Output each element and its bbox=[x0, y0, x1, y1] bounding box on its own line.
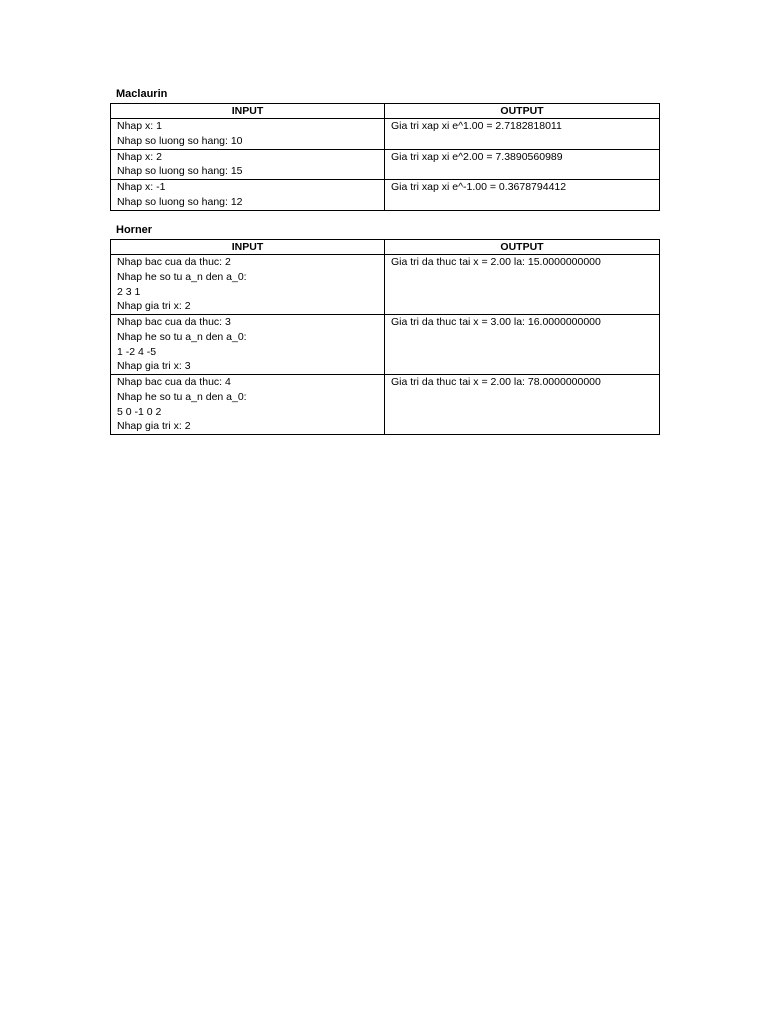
table-row bbox=[111, 315, 660, 375]
output-line: Gia tri da thuc tai x = 3.00 la: 16.0000000000 bbox=[391, 316, 601, 328]
output-cell bbox=[385, 255, 660, 315]
table-row bbox=[111, 149, 660, 180]
input-line: Nhap so luong so hang: 12 bbox=[117, 195, 243, 208]
input-line: Nhap he so tu a_n den a_0: bbox=[117, 330, 247, 343]
input-line: Nhap gia tri x: 2 bbox=[117, 300, 191, 313]
input-line: Nhap x: 1 bbox=[117, 120, 162, 132]
table-row bbox=[111, 119, 660, 150]
input-line: Nhap gia tri x: 3 bbox=[117, 360, 191, 373]
output-header: OUTPUT bbox=[385, 104, 660, 119]
output-cell bbox=[385, 375, 660, 435]
input-cell bbox=[111, 375, 385, 435]
table-header-row bbox=[111, 240, 660, 255]
maclaurin-title: Maclaurin bbox=[116, 88, 168, 100]
input-line: Nhap he so tu a_n den a_0: bbox=[117, 390, 247, 403]
output-cell bbox=[385, 149, 660, 180]
input-line: Nhap so luong so hang: 10 bbox=[117, 134, 243, 147]
table-row bbox=[111, 375, 660, 435]
input-line: Nhap bac cua da thuc: 4 bbox=[117, 376, 231, 388]
input-line: Nhap x: 2 bbox=[117, 150, 162, 163]
horner-table bbox=[110, 239, 660, 435]
output-line: Gia tri xap xi e^-1.00 = 0.3678794412 bbox=[391, 181, 567, 193]
input-line: 5 0 -1 0 2 bbox=[117, 405, 162, 418]
table-row bbox=[111, 180, 660, 211]
output-header: OUTPUT bbox=[385, 240, 660, 255]
input-cell bbox=[111, 180, 385, 211]
input-line: Nhap bac cua da thuc: 3 bbox=[117, 316, 231, 328]
input-header: INPUT bbox=[111, 240, 385, 255]
horner-title: Horner bbox=[116, 224, 153, 236]
output-line: Gia tri da thuc tai x = 2.00 la: 78.0000000000 bbox=[391, 376, 601, 388]
input-line: Nhap he so tu a_n den a_0: bbox=[117, 270, 247, 283]
input-line: Nhap gia tri x: 2 bbox=[117, 420, 191, 433]
input-line: Nhap bac cua da thuc: 2 bbox=[117, 256, 231, 268]
output-cell bbox=[385, 315, 660, 375]
input-cell bbox=[111, 315, 385, 375]
input-cell bbox=[111, 149, 385, 180]
input-line: Nhap x: -1 bbox=[117, 181, 166, 193]
output-cell bbox=[385, 180, 660, 211]
output-line: Gia tri xap xi e^1.00 = 2.7182818011 bbox=[391, 120, 562, 132]
output-line: Gia tri da thuc tai x = 2.00 la: 15.0000000000 bbox=[391, 256, 601, 268]
input-cell bbox=[111, 255, 385, 315]
input-header: INPUT bbox=[111, 104, 385, 119]
table-header-row bbox=[111, 104, 660, 119]
output-line: Gia tri xap xi e^2.00 = 7.3890560989 bbox=[391, 150, 563, 163]
input-line: 2 3 1 bbox=[117, 285, 141, 298]
maclaurin-table bbox=[110, 103, 660, 211]
input-cell bbox=[111, 119, 385, 150]
table-row bbox=[111, 255, 660, 315]
output-cell bbox=[385, 119, 660, 150]
input-line: 1 -2 4 -5 bbox=[117, 345, 157, 358]
input-line: Nhap so luong so hang: 15 bbox=[117, 165, 243, 178]
